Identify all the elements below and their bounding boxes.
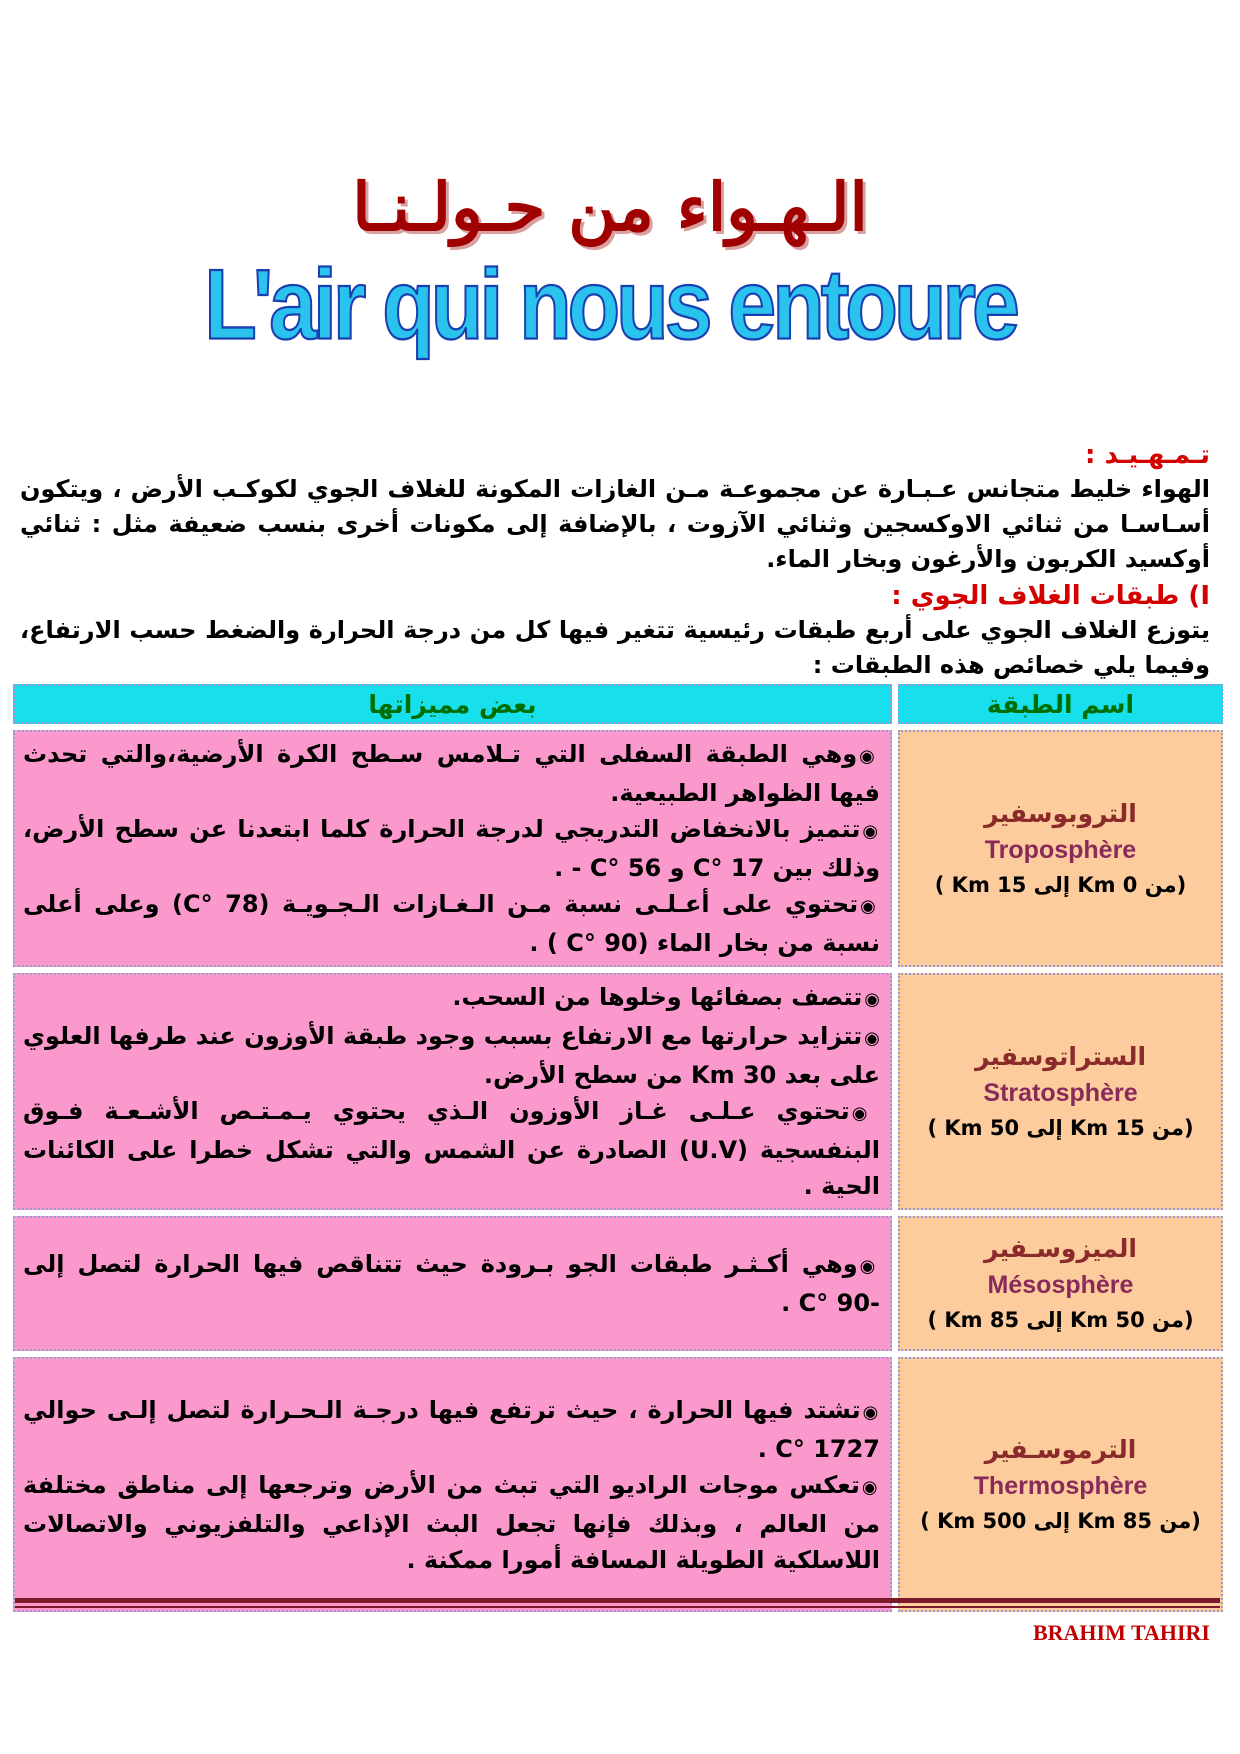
layer-name-cell [898, 730, 1223, 967]
layer-features-cell [13, 973, 892, 1210]
layer-name-cell [898, 1216, 1223, 1351]
layer-name-ar: الميزوسـفير [984, 1233, 1137, 1263]
layer-range: (من 85 Km إلى 500 Km ) [920, 1508, 1201, 1533]
author-signature: BRAHIM TAHIRI [1032, 1620, 1210, 1645]
feature-item: ◉تتصف بصفائها وخلوها من السحب. [452, 983, 880, 1011]
layer-features-cell [13, 1357, 892, 1612]
layer-name-fr: Troposphère [984, 835, 1137, 864]
layer-name-ar: الترموسـفير [984, 1434, 1137, 1464]
layer-range: (من 0 Km إلى 15 Km ) [934, 872, 1187, 897]
bullet-icon: ◉ [859, 746, 880, 767]
layer-name-ar: التروبوسفير [984, 798, 1137, 828]
feature-item: ◉تتميز بالانخفاض التدريجي لدرجة الحرارة كلما ابتعدنا عن سطح الأرض، وذلك بين 17 °C و 56 °C - . [23, 815, 880, 882]
feature-item: ◉تتزايد حرارتها مع الارتفاع بسبب وجود طبقة الأوزون عند طرفها العلوي على بعد 30 Km من سطح الأرض. [23, 1022, 880, 1089]
section1-heading: I) طبقات الغلاف الجوي : [891, 581, 1210, 611]
bullet-icon: ◉ [859, 1256, 880, 1277]
layer-name-cell [898, 973, 1223, 1210]
bullet-icon: ◉ [864, 989, 880, 1010]
table-header-row [13, 684, 1223, 724]
layer-name-fr: Mésosphère [987, 1270, 1134, 1299]
col-features-header: بعض مميزاتها [13, 684, 892, 724]
layer-range: (من 50 Km إلى 85 Km ) [927, 1307, 1194, 1332]
feature-item: ◉تحتوي على أعـلـى نسبة مـن الـغـازات الـجـويـة (78 °C) وعلى أعلى نسبة من بخار الماء (90 °C ) . [23, 890, 881, 957]
layer-name-fr: Thermosphère [973, 1471, 1148, 1500]
bullet-icon: ◉ [861, 1476, 880, 1498]
intro-paragraph: الهواء خليط متجانس عـبـارة عن مجموعـة مـن الغازات المكونة للغلاف الجوي لكوكـب الأرض ، ويتكون أسـاسـا من ثنائي الاوكسجين وثنائي الآزوت ، بالإضافة إلى مكونات أخرى بنسب ضعيفة مثل : ثنائي أوكسيد الكربون والأرغون وبخار الماء. [20, 475, 1210, 573]
bullet-icon: ◉ [860, 896, 881, 917]
intro-section [20, 438, 1210, 683]
bullet-icon: ◉ [851, 1103, 880, 1124]
footer-divider-thin [15, 1606, 1220, 1608]
french-title: L'air qui nous entoure [204, 249, 1016, 361]
section1-paragraph: يتوزع الغلاف الجوي على أربع طبقات رئيسية تتغير فيها كل من درجة الحرارة والضغط حسب الارتفاع، وفيما يلي خصائص هذه الطبقات : [20, 616, 1210, 679]
table-row [13, 973, 1223, 1210]
bullet-icon: ◉ [862, 821, 880, 842]
bullet-icon: ◉ [864, 1028, 880, 1049]
layer-features-cell [13, 730, 892, 967]
layer-name-cell [898, 1357, 1223, 1612]
table-row [13, 730, 1223, 967]
footer-divider-thick [15, 1598, 1220, 1603]
layer-name-fr: Stratosphère [983, 1078, 1138, 1107]
feature-item: ◉وهي الطبقة السفلى التي تـلامس سـطح الكرة الأرضية،والتي تحدث فيها الظواهر الطبيعية. [23, 740, 880, 807]
feature-item: ◉وهي أكـثـر طبقات الجو بـرودة حيث تتناقص فيها الحرارة لتصل إلى -90 °C . [23, 1250, 880, 1317]
layer-name-ar: الستراتوسفير [974, 1041, 1147, 1071]
layer-features-cell [13, 1216, 892, 1351]
table-row [13, 1357, 1223, 1612]
bullet-icon: ◉ [862, 1401, 880, 1423]
layer-range: (من 15 Km إلى 50 Km ) [927, 1115, 1194, 1140]
feature-item: ◉تعكس موجات الراديو التي تبث من الأرض وترجعها إلى مناطق مختلفة من العالم ، وبذلك فإنها تجعل البث الإذاعي والتلفزيوني والاتصالات اللاسلكية الطويلة المسافة أمورا ممكنة . [23, 1470, 880, 1574]
feature-item: ◉تشتد فيها الحرارة ، حيث ترتفع فيها درجـة الـحـرارة لتصل إلـى حوالي 1727 °C . [23, 1395, 880, 1463]
arabic-title: الـهـواء من حـولـنـا [352, 168, 868, 246]
intro-heading: تـمـهـيـد : [1085, 440, 1210, 470]
col-name-header: اسم الطبقة [898, 684, 1223, 724]
table-row [13, 1216, 1223, 1351]
atmosphere-layers-table [7, 678, 1229, 1618]
feature-item: ◉تحتوي عـلـى غـاز الأوزون الـذي يحتوي يـمـتـص الأشـعـة فـوق البنفسجية (U.V) الصادرة عن الشمس والتي تشكل خطرا على الكائنات الحية . [23, 1097, 880, 1200]
